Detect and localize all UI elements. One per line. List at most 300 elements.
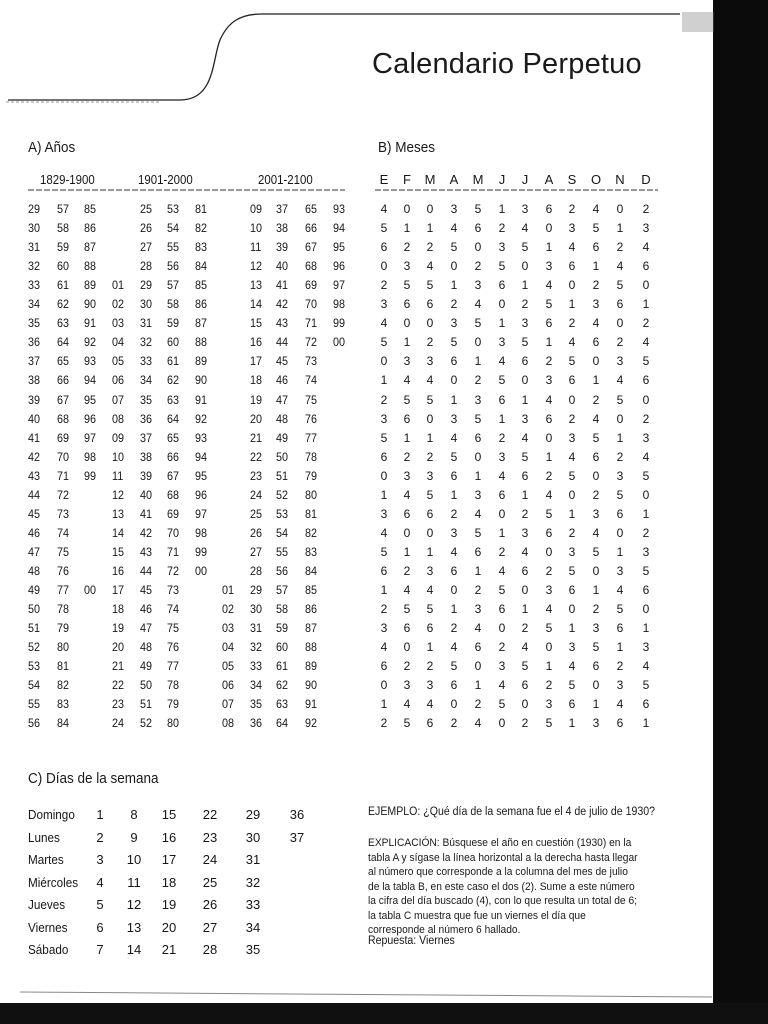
years-cell: 35: [140, 392, 153, 407]
years-cell: 29: [28, 202, 41, 216]
years-cell: 09: [250, 202, 263, 216]
month-cell: 1: [592, 373, 600, 388]
month-cell: 1: [380, 697, 388, 712]
years-cell: 21: [112, 659, 125, 674]
month-cell: 1: [403, 430, 411, 445]
month-header: A: [449, 172, 459, 187]
years-cell: 29: [140, 278, 153, 293]
month-cell: 0: [568, 487, 576, 502]
month-cell: 2: [450, 297, 458, 312]
years-cell: 57: [167, 278, 180, 293]
month-cell: 4: [450, 544, 458, 559]
month-cell: 6: [474, 640, 482, 655]
years-cell: 18: [250, 373, 263, 388]
years-cell: 15: [250, 316, 263, 331]
month-cell: 4: [403, 697, 411, 712]
years-cell: 82: [195, 221, 208, 236]
years-cell: 47: [276, 392, 289, 407]
month-cell: 1: [616, 221, 624, 236]
years-cell: 74: [305, 373, 318, 388]
years-cell: 90: [305, 678, 318, 693]
years-cell: 91: [195, 392, 208, 407]
month-cell: 3: [426, 354, 434, 369]
month-cell: 1: [403, 335, 411, 350]
weekday-number: 28: [202, 942, 218, 957]
month-cell: 4: [521, 221, 529, 236]
month-cell: 0: [450, 373, 458, 388]
month-cell: 6: [450, 354, 458, 369]
years-cell: 99: [333, 316, 346, 331]
years-cell: 25: [140, 202, 153, 216]
years-cell: 83: [305, 544, 318, 559]
month-cell: 1: [545, 240, 553, 255]
month-cell: 0: [616, 525, 624, 540]
years-cell: 86: [305, 602, 318, 617]
weekday-number: 21: [161, 942, 177, 957]
month-cell: 3: [403, 259, 411, 274]
years-cell: 64: [167, 411, 180, 426]
month-cell: 4: [521, 640, 529, 655]
month-cell: 5: [403, 392, 411, 407]
years-cell: 97: [195, 506, 208, 521]
years-cell: 32: [140, 335, 153, 350]
years-cell: 72: [167, 563, 180, 578]
years-cell: 07: [222, 697, 235, 712]
years-cell: 77: [305, 430, 318, 445]
years-cell: 10: [250, 221, 263, 236]
months-section-title: B) Meses: [378, 139, 436, 156]
weekday-number: 30: [245, 829, 261, 845]
weekday-number: 29: [245, 807, 261, 822]
years-cell: 77: [167, 659, 180, 674]
years-cell: 89: [84, 278, 97, 293]
month-cell: 3: [450, 202, 458, 216]
years-cell: 53: [28, 659, 41, 674]
month-cell: 1: [545, 449, 553, 464]
month-cell: 6: [545, 202, 553, 216]
years-cell: 22: [112, 678, 125, 693]
month-cell: 2: [521, 716, 529, 731]
years-cell: 48: [276, 411, 289, 426]
month-header: J: [521, 172, 529, 187]
month-cell: 1: [616, 430, 624, 445]
weekday-number: 7: [96, 942, 104, 957]
years-cell: 85: [305, 583, 318, 597]
month-cell: 0: [474, 659, 482, 674]
years-cell: 62: [57, 297, 70, 312]
scan-right-margin: [713, 0, 768, 1024]
weekday-number: 11: [127, 874, 141, 890]
month-cell: 5: [498, 583, 506, 597]
month-cell: 1: [592, 697, 600, 712]
month-cell: 6: [568, 373, 576, 388]
month-cell: 6: [568, 259, 576, 274]
years-cell: 37: [276, 202, 289, 216]
month-cell: 1: [545, 659, 553, 674]
month-cell: 0: [616, 316, 624, 331]
years-cell: 66: [57, 373, 70, 388]
month-cell: 6: [380, 563, 388, 578]
years-cell: 41: [28, 430, 41, 445]
years-cell: 87: [84, 240, 97, 255]
month-cell: 3: [592, 716, 600, 731]
month-cell: 4: [426, 373, 434, 388]
month-cell: 2: [426, 240, 434, 255]
month-header: D: [641, 172, 651, 187]
years-cell: 76: [305, 411, 318, 426]
years-cell: 49: [276, 430, 289, 445]
years-cell: 64: [57, 335, 70, 350]
month-cell: 3: [450, 411, 458, 426]
month-cell: 0: [426, 525, 434, 540]
years-cell: 34: [250, 678, 263, 693]
month-cell: 1: [521, 392, 529, 407]
month-cell: 0: [426, 202, 434, 216]
month-cell: 0: [426, 411, 434, 426]
month-cell: 3: [642, 544, 650, 559]
month-cell: 4: [642, 240, 650, 255]
years-cell: 92: [305, 716, 318, 731]
month-cell: 1: [426, 221, 434, 236]
years-cell: 44: [28, 487, 41, 502]
example-question: EJEMPLO: ¿Qué día de la semana fue el 4 de julio de 1930?: [368, 806, 656, 818]
years-cell: 63: [276, 697, 289, 712]
month-cell: 5: [403, 278, 411, 293]
month-cell: 2: [545, 354, 553, 369]
years-cell: 41: [276, 278, 289, 293]
scan-bottom-margin: [0, 1003, 768, 1024]
years-cell: 43: [28, 468, 41, 483]
years-cell: 54: [28, 678, 41, 693]
weekday-number: 23: [202, 829, 218, 845]
years-cell: 14: [250, 297, 263, 312]
years-cell: 93: [84, 354, 97, 369]
years-cell: 03: [112, 316, 125, 331]
month-cell: 6: [545, 411, 553, 426]
month-cell: 4: [450, 640, 458, 655]
month-cell: 6: [521, 563, 529, 578]
month-cell: 3: [474, 278, 482, 293]
years-cell: 46: [140, 602, 153, 617]
month-cell: 6: [545, 316, 553, 331]
weekday-number: 16: [161, 829, 177, 845]
years-cell: 60: [167, 335, 180, 350]
years-cell: 69: [167, 506, 180, 521]
month-cell: 0: [498, 716, 506, 731]
example-explanation: EXPLICACIÓN: Búsquese el año en cuestión (1930) en la tabla A y sígase la línea horizontal a la derecha hasta llegar al número que corresponde a la columna del mes de julio de la tabla B, en este caso el dos (2). Sume a este número la cifra del día buscado (4), con lo que resulta un total de 6; la tabla C muestra que fue un viernes el día que corresponde al número 6 hallado.: [368, 837, 638, 936]
years-cell: 30: [28, 221, 41, 236]
month-cell: 3: [616, 468, 624, 483]
years-cell: 75: [305, 392, 318, 407]
years-cell: 24: [112, 716, 125, 731]
years-header-1901-2000: 1901-2000: [138, 172, 193, 187]
month-cell: 6: [521, 468, 529, 483]
month-cell: 2: [592, 602, 600, 617]
month-cell: 1: [380, 487, 388, 502]
month-cell: 3: [592, 621, 600, 636]
month-cell: 3: [474, 487, 482, 502]
years-cell: 82: [305, 525, 318, 540]
month-cell: 5: [616, 278, 624, 293]
years-cell: 48: [140, 640, 153, 655]
years-section-title: A) Años: [28, 139, 76, 156]
weekday-number: 4: [96, 874, 104, 890]
month-cell: 6: [380, 240, 388, 255]
years-cell: 32: [28, 259, 41, 274]
month-cell: 5: [545, 297, 553, 312]
month-cell: 3: [498, 659, 506, 674]
month-cell: 0: [521, 697, 529, 712]
years-cell: 98: [195, 525, 208, 540]
month-cell: 0: [545, 640, 553, 655]
years-cell: 38: [276, 221, 289, 236]
month-cell: 3: [616, 354, 624, 369]
month-cell: 5: [616, 602, 624, 617]
years-cell: 47: [28, 544, 41, 559]
years-cell: 34: [140, 373, 153, 388]
month-cell: 1: [403, 221, 411, 236]
years-header-1829-1900: 1829-1900: [40, 172, 95, 187]
month-cell: 1: [426, 640, 434, 655]
weekday-number: 31: [245, 852, 261, 867]
years-cell: 01: [112, 278, 125, 293]
month-cell: 2: [521, 506, 529, 521]
years-cell: 17: [250, 354, 263, 369]
month-cell: 4: [426, 697, 434, 712]
years-cell: 14: [112, 525, 125, 540]
years-cell: 19: [250, 392, 263, 407]
years-cell: 96: [195, 487, 208, 502]
years-cell: 00: [84, 583, 97, 597]
month-cell: 6: [521, 678, 529, 693]
month-cell: 0: [642, 487, 650, 502]
month-cell: 2: [545, 678, 553, 693]
years-cell: 20: [112, 640, 125, 655]
years-cell: 24: [250, 487, 263, 502]
month-cell: 5: [474, 202, 482, 216]
years-cell: 67: [57, 392, 70, 407]
years-cell: 59: [57, 240, 70, 255]
years-cell: 00: [333, 335, 346, 350]
years-cell: 13: [112, 506, 125, 521]
years-cell: 70: [305, 297, 318, 312]
years-cell: 25: [250, 506, 263, 521]
month-cell: 0: [642, 278, 650, 293]
month-cell: 0: [568, 278, 576, 293]
years-cell: 79: [305, 468, 318, 483]
month-header: F: [403, 172, 411, 187]
month-cell: 3: [380, 506, 388, 521]
month-cell: 1: [642, 621, 650, 636]
years-cell: 69: [305, 278, 318, 293]
years-cell: 08: [112, 411, 125, 426]
years-cell: 71: [57, 468, 70, 483]
years-cell: 93: [333, 202, 346, 216]
month-cell: 4: [592, 525, 600, 540]
month-cell: 0: [545, 221, 553, 236]
years-cell: 92: [195, 411, 208, 426]
month-cell: 4: [616, 697, 624, 712]
month-cell: 4: [498, 468, 506, 483]
weekday-number: 19: [161, 897, 177, 912]
years-cell: 84: [57, 716, 70, 731]
weekday-number: 6: [96, 919, 104, 935]
weekday-number: 3: [96, 852, 104, 867]
years-cell: 67: [305, 240, 318, 255]
month-cell: 6: [474, 544, 482, 559]
month-cell: 3: [545, 259, 553, 274]
month-cell: 0: [403, 525, 411, 540]
month-cell: 5: [545, 506, 553, 521]
month-cell: 3: [642, 430, 650, 445]
month-cell: 2: [568, 316, 576, 331]
month-cell: 3: [568, 221, 576, 236]
years-cell: 94: [84, 373, 97, 388]
month-cell: 2: [403, 563, 411, 578]
years-cell: 05: [222, 659, 235, 674]
month-cell: 5: [568, 563, 576, 578]
month-cell: 3: [380, 297, 388, 312]
month-cell: 3: [592, 506, 600, 521]
weekday-name: Miércoles: [28, 874, 79, 890]
years-cell: 95: [333, 240, 346, 255]
month-cell: 6: [426, 297, 434, 312]
years-cell: 81: [195, 202, 208, 216]
month-cell: 0: [380, 468, 388, 483]
month-cell: 6: [642, 259, 650, 274]
month-cell: 3: [642, 640, 650, 655]
weekdays-section-title: C) Días de la semana: [28, 770, 159, 787]
years-cell: 38: [28, 373, 41, 388]
month-cell: 4: [403, 373, 411, 388]
month-cell: 5: [592, 430, 600, 445]
month-cell: 5: [450, 449, 458, 464]
years-cell: 63: [167, 392, 180, 407]
month-cell: 1: [568, 716, 576, 731]
weekday-name: Sábado: [28, 942, 69, 957]
years-cell: 37: [140, 430, 153, 445]
years-cell: 00: [195, 563, 208, 578]
years-cell: 89: [305, 659, 318, 674]
month-cell: 1: [592, 583, 600, 597]
years-cell: 33: [28, 278, 41, 293]
years-cell: 49: [28, 583, 41, 597]
month-cell: 1: [474, 563, 482, 578]
years-cell: 75: [167, 621, 180, 636]
month-cell: 6: [616, 297, 624, 312]
month-cell: 0: [545, 430, 553, 445]
years-cell: 67: [167, 468, 180, 483]
years-cell: 39: [140, 468, 153, 483]
month-cell: 4: [403, 583, 411, 597]
month-cell: 6: [403, 297, 411, 312]
years-cell: 27: [140, 240, 153, 255]
years-cell: 93: [195, 430, 208, 445]
weekday-number: 34: [245, 919, 261, 935]
years-cell: 58: [57, 221, 70, 236]
years-cell: 96: [84, 411, 97, 426]
years-cell: 53: [276, 506, 289, 521]
month-cell: 6: [498, 392, 506, 407]
years-cell: 56: [167, 259, 180, 274]
month-cell: 2: [380, 278, 388, 293]
month-cell: 3: [568, 430, 576, 445]
weekday-name: Lunes: [28, 829, 60, 845]
years-cell: 56: [276, 563, 289, 578]
years-cell: 16: [250, 335, 263, 350]
month-cell: 3: [450, 525, 458, 540]
years-cell: 04: [222, 640, 235, 655]
years-cell: 68: [57, 411, 70, 426]
years-cell: 23: [112, 697, 125, 712]
years-cell: 94: [333, 221, 346, 236]
weekday-number: 17: [161, 852, 177, 867]
years-cell: 17: [112, 583, 125, 597]
month-cell: 0: [592, 678, 600, 693]
month-cell: 5: [403, 716, 411, 731]
month-cell: 1: [380, 373, 388, 388]
years-cell: 43: [140, 544, 153, 559]
month-cell: 4: [592, 411, 600, 426]
month-cell: 5: [426, 392, 434, 407]
month-cell: 1: [642, 297, 650, 312]
years-cell: 94: [195, 449, 208, 464]
years-cell: 15: [112, 544, 125, 559]
month-cell: 6: [642, 373, 650, 388]
weekday-number: 1: [96, 807, 104, 822]
years-cell: 83: [57, 697, 70, 712]
month-cell: 4: [642, 449, 650, 464]
years-cell: 02: [222, 602, 235, 617]
month-cell: 2: [498, 430, 506, 445]
month-cell: 5: [426, 487, 434, 502]
years-cell: 73: [57, 506, 70, 521]
years-cell: 43: [276, 316, 289, 331]
month-cell: 4: [545, 278, 553, 293]
years-cell: 01: [222, 583, 235, 597]
month-cell: 3: [521, 202, 529, 216]
month-cell: 4: [545, 487, 553, 502]
month-cell: 1: [450, 602, 458, 617]
years-cell: 29: [250, 583, 263, 597]
month-cell: 0: [450, 259, 458, 274]
month-cell: 0: [592, 354, 600, 369]
month-cell: 0: [592, 468, 600, 483]
month-cell: 2: [474, 583, 482, 597]
month-cell: 5: [380, 544, 388, 559]
weekday-number: 18: [161, 874, 177, 890]
years-cell: 39: [28, 392, 41, 407]
month-cell: 0: [642, 392, 650, 407]
years-cell: 95: [195, 468, 208, 483]
month-cell: 0: [450, 583, 458, 597]
month-cell: 3: [545, 583, 553, 597]
example-answer: Repuesta: Viernes: [368, 935, 455, 947]
weekday-number: 26: [202, 897, 218, 912]
years-cell: 37: [28, 354, 41, 369]
years-cell: 74: [167, 602, 180, 617]
years-cell: 50: [140, 678, 153, 693]
years-cell: 76: [167, 640, 180, 655]
month-header: E: [379, 172, 389, 187]
month-cell: 3: [545, 697, 553, 712]
month-cell: 3: [592, 297, 600, 312]
years-cell: 32: [250, 640, 263, 655]
month-cell: 2: [380, 392, 388, 407]
weekday-number: 24: [202, 852, 218, 867]
years-cell: 02: [112, 297, 125, 312]
month-cell: 2: [450, 506, 458, 521]
